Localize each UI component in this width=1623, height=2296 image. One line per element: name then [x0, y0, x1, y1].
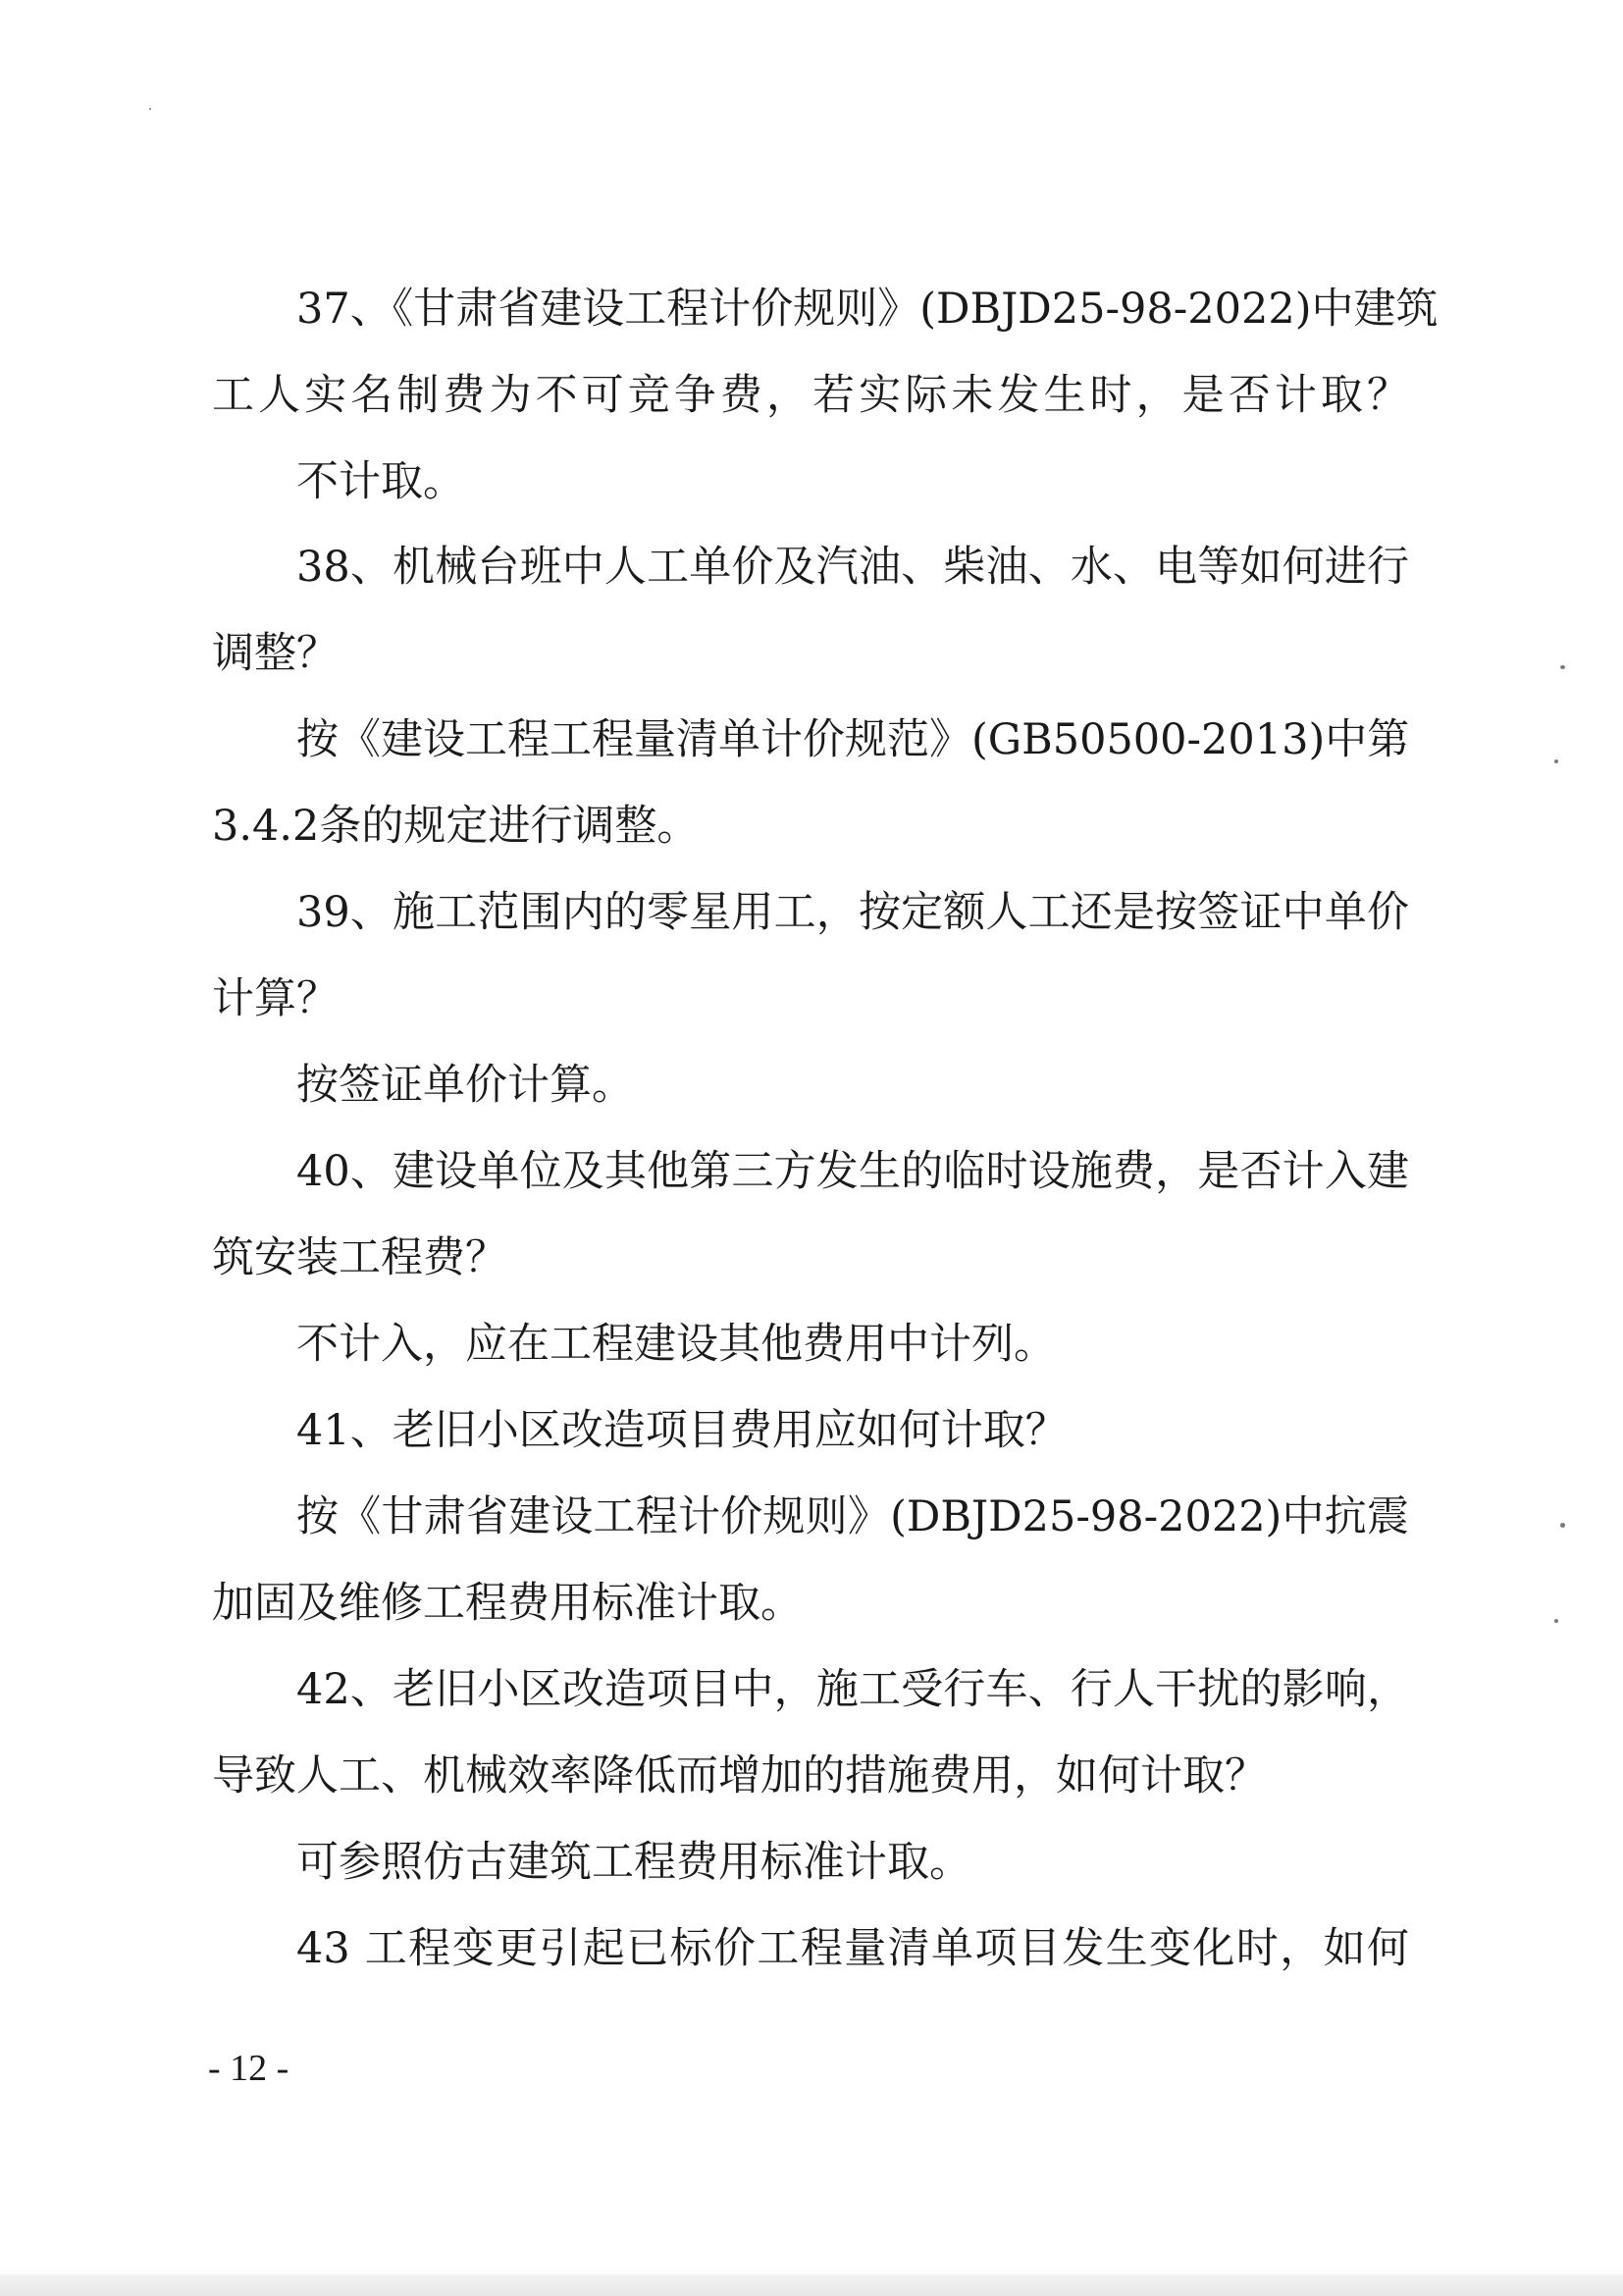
question-41: 41、老旧小区改造项目费用应如何计取？ — [296, 1406, 1068, 1455]
question-37-line-1: 37、《甘肃省建设工程计价规则》(DBJD25-98-2022)中建筑 — [296, 285, 1439, 334]
answer-41-line-1: 按《甘肃省建设工程计价规则》(DBJD25-98-2022)中抗震 — [296, 1492, 1409, 1541]
question-40-line-2: 筑安装工程费？ — [212, 1233, 507, 1282]
question-37-line-2: 工人实名制费为不可竞争费，若实际未发生时，是否计取？ — [212, 371, 1409, 420]
answer-41-line-2: 加固及维修工程费用标准计取。 — [212, 1579, 803, 1628]
answer-39: 按签证单价计算。 — [296, 1061, 634, 1110]
scan-speck — [1554, 759, 1558, 763]
scan-speck — [1560, 665, 1565, 669]
question-42-line-2: 导致人工、机械效率降低而增加的措施费用，如何计取？ — [212, 1751, 1267, 1800]
scan-speck — [149, 108, 151, 110]
answer-42: 可参照仿古建筑工程费用标准计取。 — [296, 1838, 971, 1887]
question-38-line-1: 38、机械台班中人工单价及汽油、柴油、水、电等如何进行 — [296, 543, 1409, 592]
answer-38-line-1: 按《建设工程工程量清单计价规范》(GB50500-2013)中第 — [296, 715, 1410, 764]
question-40-line-1: 40、建设单位及其他第三方发生的临时设施费，是否计入建 — [296, 1147, 1409, 1196]
question-43-line-1: 43 工程变更引起已标价工程量清单项目发生变化时，如何 — [296, 1924, 1409, 1973]
page-number: - 12 - — [208, 2048, 289, 2089]
answer-38-line-2: 3.4.2条的规定进行调整。 — [212, 802, 700, 851]
scan-bottom-edge — [0, 2274, 1623, 2296]
question-42-line-1: 42、老旧小区改造项目中，施工受行车、行人干扰的影响， — [296, 1665, 1409, 1714]
scan-speck — [1554, 1619, 1558, 1623]
question-39-line-2: 计算？ — [212, 974, 339, 1023]
question-39-line-1: 39、施工范围内的零星用工，按定额人工还是按签证中单价 — [296, 888, 1409, 937]
question-38-line-2: 调整？ — [212, 629, 339, 678]
answer-40: 不计入，应在工程建设其他费用中计列。 — [296, 1320, 1056, 1369]
scan-speck — [1560, 1523, 1565, 1528]
answer-37: 不计取。 — [296, 457, 465, 506]
